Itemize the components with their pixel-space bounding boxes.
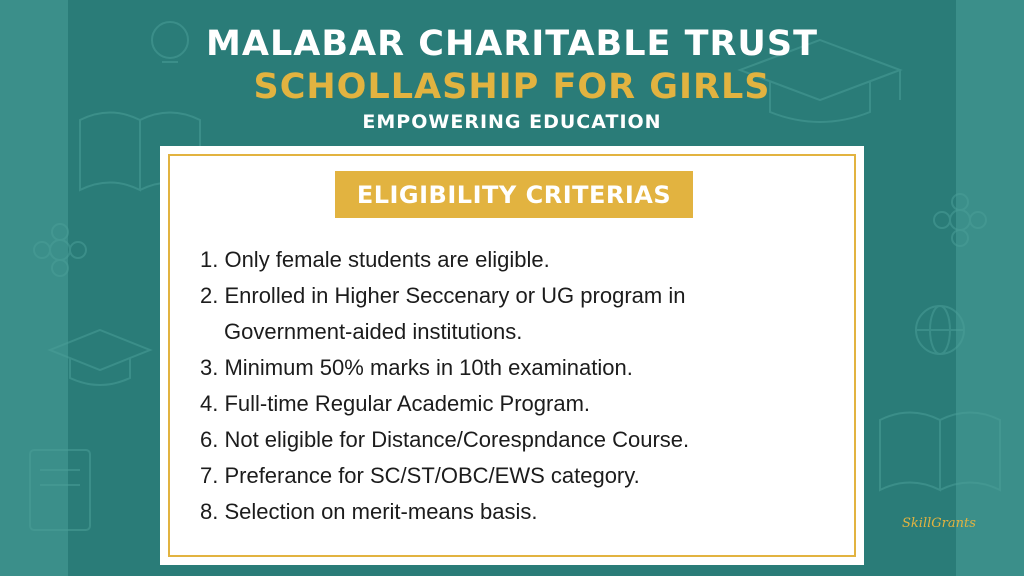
page-subtitle: SCHOLLASHIP FOR GIRLS [253, 67, 771, 107]
list-item: 3. Minimum 50% marks in 10th examination. [200, 355, 633, 380]
page-tagline: EMPOWERING EDUCATION [362, 111, 662, 133]
list-item: 8. Selection on merit-means basis. [200, 499, 538, 524]
watermark: SkillGrants [902, 516, 976, 531]
globe-icon [916, 306, 964, 354]
list-item: 4. Full-time Regular Academic Program. [200, 391, 591, 416]
page-title: MALABAR CHARITABLE TRUST [206, 24, 818, 64]
book-icon [880, 413, 1000, 491]
graduation-cap-icon [50, 330, 150, 385]
header [0, 22, 1024, 136]
eligibility-card [160, 146, 864, 565]
flower-icon [934, 194, 986, 246]
book-icon [30, 450, 90, 530]
list-item: Government-aided institutions. [224, 319, 523, 344]
list-item: 7. Preferance for SC/ST/OBC/EWS category. [200, 463, 640, 488]
flower-icon [34, 224, 86, 276]
list-item: 1. Only female students are eligible. [200, 247, 550, 272]
criteria-list [200, 242, 689, 530]
list-item: 2. Enrolled in Higher Seccenary or UG program in [200, 283, 686, 308]
eligibility-heading: ELIGIBILITY CRITERIAS [335, 171, 693, 218]
list-item: 6. Not eligible for Distance/Corespndance Course. [200, 427, 690, 452]
